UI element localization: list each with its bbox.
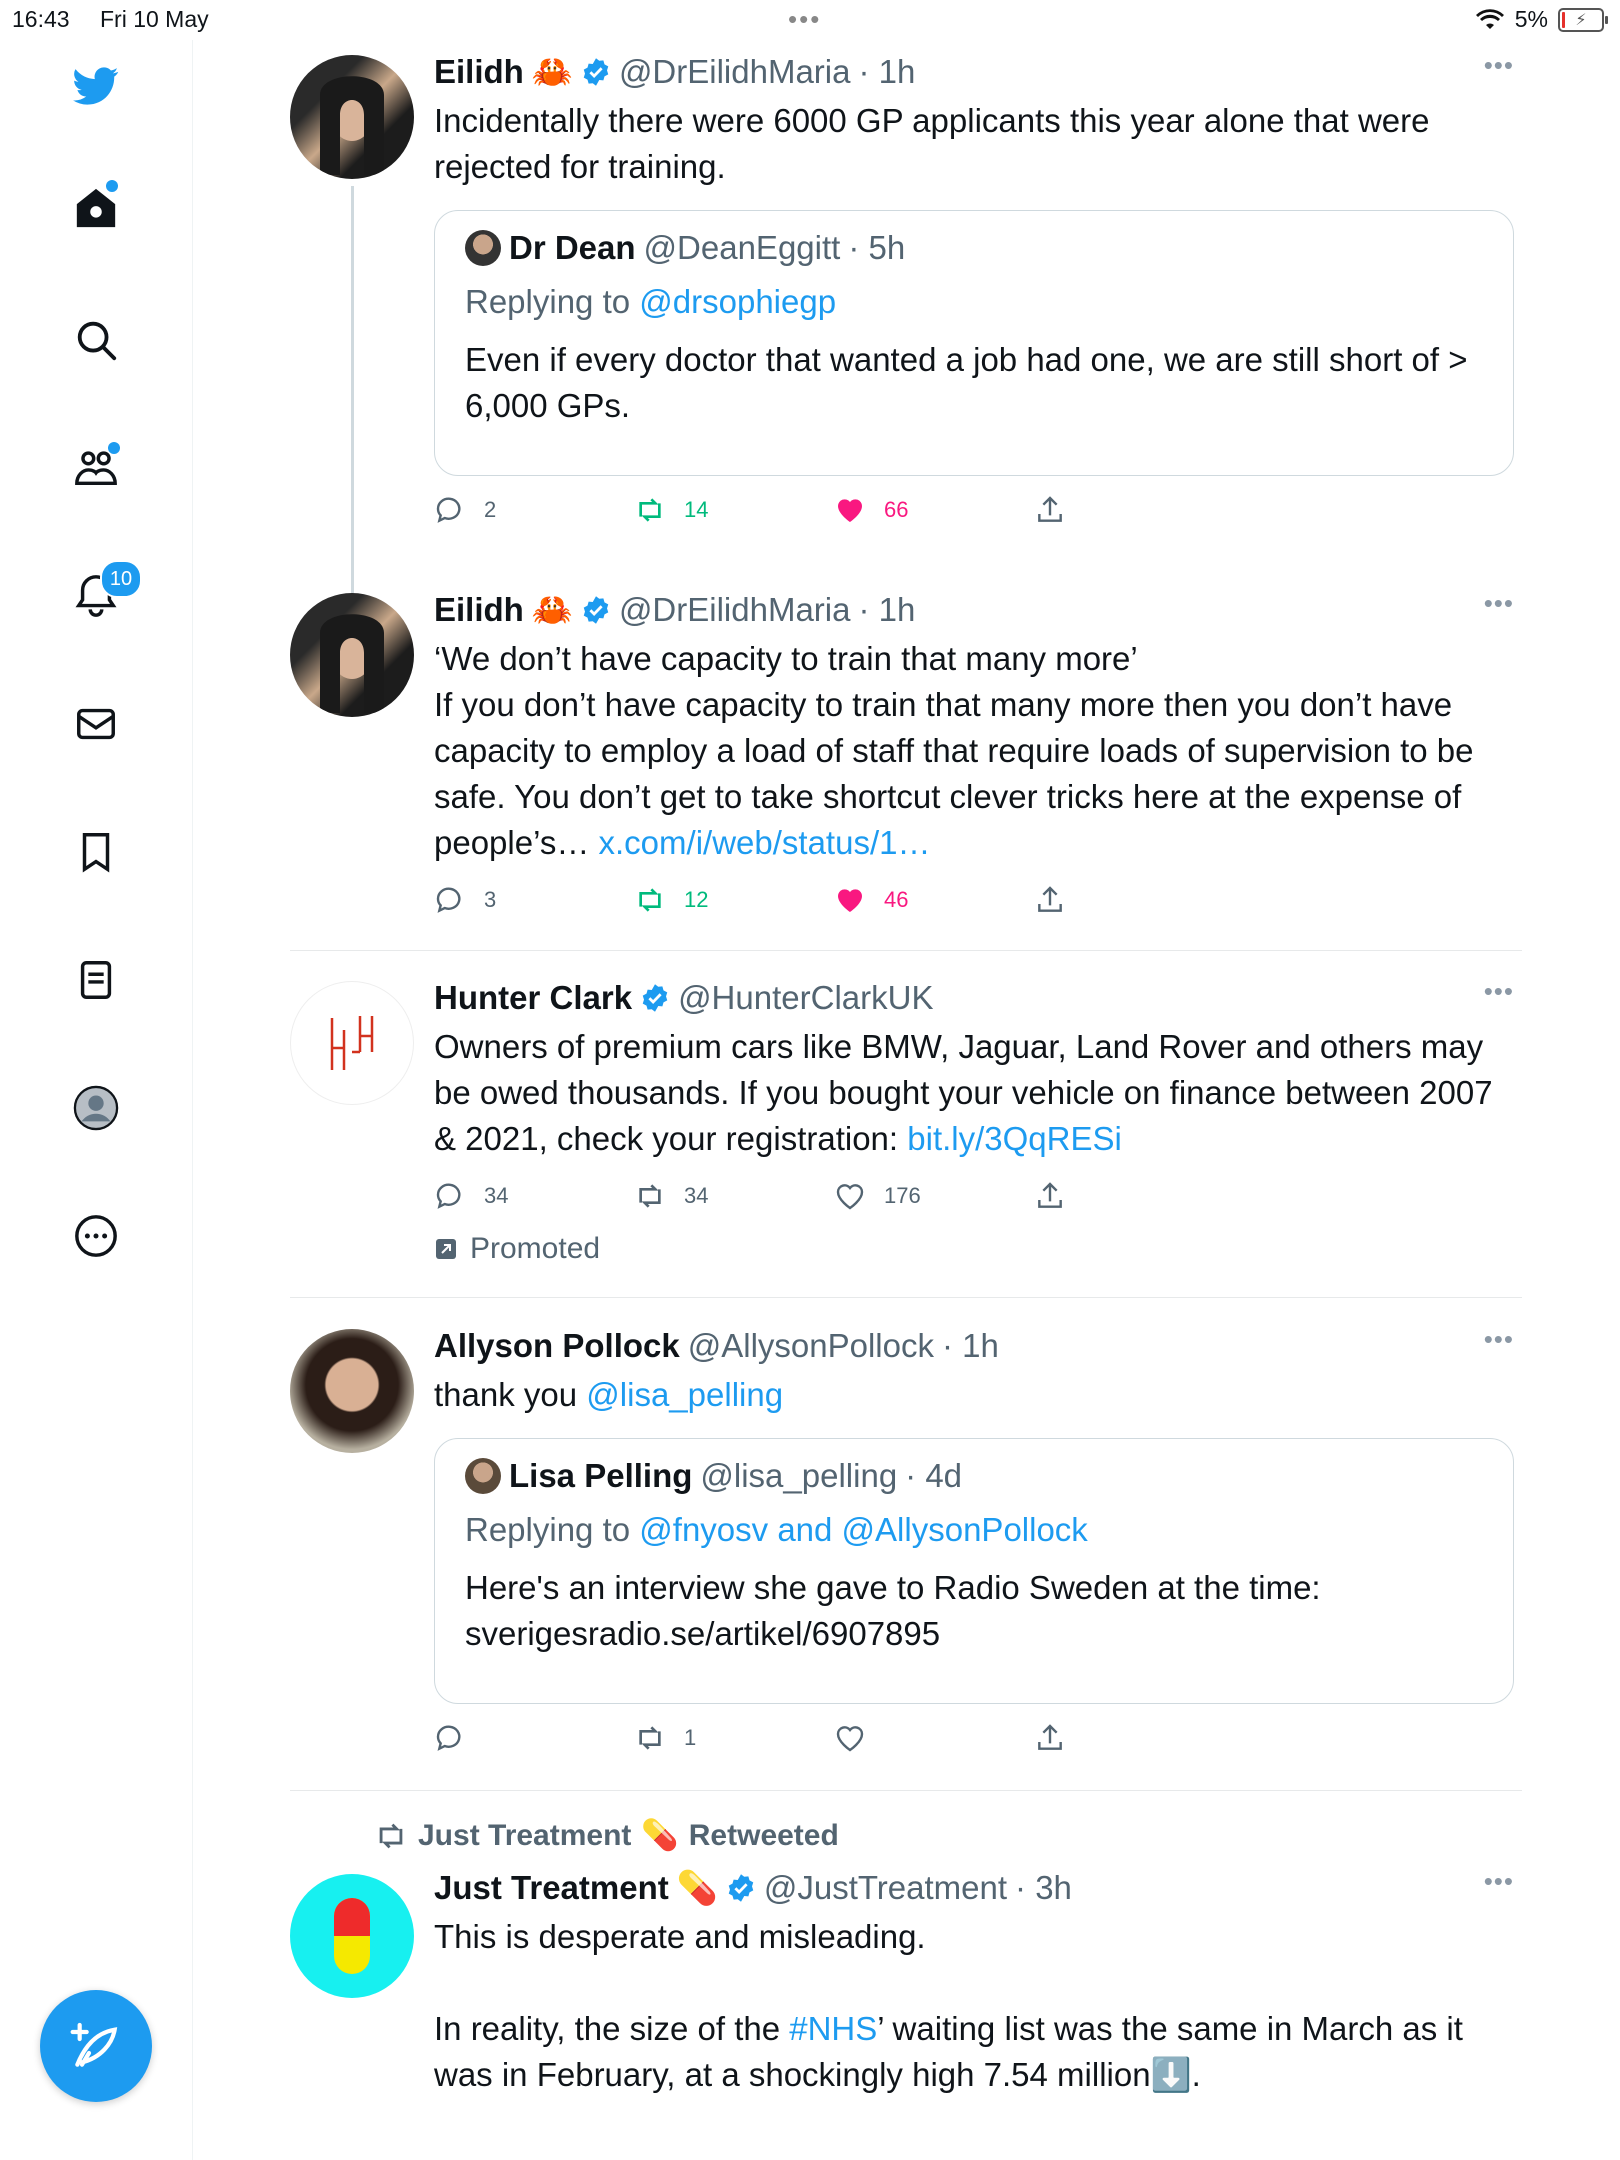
like-button[interactable] bbox=[834, 1180, 1034, 1212]
avatar[interactable] bbox=[290, 55, 414, 179]
avatar[interactable] bbox=[290, 593, 414, 717]
tweet-actions bbox=[434, 490, 1514, 530]
retweet-count: 14 bbox=[684, 497, 709, 522]
multitasking-dots[interactable]: ••• bbox=[788, 4, 822, 34]
author-name[interactable]: Just Treatment bbox=[434, 1869, 669, 1906]
status-date: Fri 10 May bbox=[100, 6, 209, 32]
like-count: 176 bbox=[884, 1183, 921, 1208]
reply-icon bbox=[434, 494, 466, 526]
replying-to bbox=[465, 1507, 1483, 1553]
communities-icon[interactable] bbox=[68, 440, 124, 496]
author-handle[interactable]: @DrEilidhMaria bbox=[618, 53, 851, 90]
replying-to bbox=[465, 279, 1483, 325]
search-icon[interactable] bbox=[68, 312, 124, 368]
author-emoji: 🦀 bbox=[531, 52, 573, 90]
status-time: 16:43 bbox=[12, 6, 70, 32]
heart-filled-icon bbox=[834, 494, 866, 526]
notifications-bell-icon[interactable] bbox=[68, 567, 133, 624]
tweet-divider bbox=[290, 1297, 1522, 1298]
share-button[interactable] bbox=[1034, 1180, 1234, 1212]
mention-link[interactable]: @lisa_pelling bbox=[586, 1376, 784, 1413]
tweet-more-options-icon[interactable]: ••• bbox=[1483, 1866, 1514, 1896]
lists-icon[interactable] bbox=[68, 952, 124, 1008]
tweet-text-body: thank you bbox=[434, 1376, 578, 1413]
hashtag-link[interactable]: #NHS bbox=[789, 2010, 878, 2047]
reply-icon bbox=[434, 1722, 466, 1754]
avatar[interactable] bbox=[290, 1874, 414, 1998]
share-button[interactable] bbox=[1034, 1722, 1234, 1754]
replying-to-label: Replying to bbox=[465, 1511, 631, 1548]
share-icon bbox=[1034, 884, 1066, 916]
retweet-count: 12 bbox=[684, 887, 709, 912]
reply-button[interactable] bbox=[434, 1722, 634, 1754]
tweet-divider bbox=[290, 950, 1522, 951]
replying-to-label: Replying to bbox=[465, 283, 631, 320]
reply-button[interactable] bbox=[434, 1180, 634, 1212]
reply-icon bbox=[434, 884, 466, 916]
author-name[interactable]: Eilidh bbox=[434, 591, 524, 628]
quoted-author-avatar[interactable] bbox=[465, 230, 501, 266]
quoted-tweet[interactable] bbox=[434, 210, 1514, 476]
messages-icon[interactable] bbox=[68, 696, 124, 752]
like-count: 66 bbox=[884, 497, 909, 522]
retweet-icon bbox=[374, 1819, 408, 1853]
tweet-actions bbox=[434, 880, 1514, 920]
more-options-icon[interactable] bbox=[68, 1208, 124, 1264]
quoted-author-name: Lisa Pelling bbox=[509, 1457, 693, 1494]
retweet-button[interactable] bbox=[634, 884, 834, 916]
tweet-more-options-icon[interactable]: ••• bbox=[1483, 50, 1514, 80]
retweet-icon bbox=[634, 494, 666, 526]
verified-badge-icon bbox=[726, 1873, 756, 1903]
compose-tweet-button[interactable] bbox=[40, 1990, 152, 2102]
wifi-icon bbox=[1475, 9, 1505, 31]
replying-to-mention[interactable]: @drsophiegp bbox=[639, 283, 837, 320]
retweet-count: 34 bbox=[684, 1183, 709, 1208]
reply-count: 3 bbox=[484, 887, 497, 912]
author-handle[interactable]: @JustTreatment bbox=[763, 1869, 1008, 1906]
tweet-text-part-a: In reality, the size of the bbox=[434, 2010, 781, 2047]
promoted-label bbox=[434, 1232, 1514, 1266]
verified-badge-icon bbox=[581, 57, 611, 87]
quoted-tweet[interactable] bbox=[434, 1438, 1514, 1704]
tweet-text bbox=[434, 636, 1514, 866]
reply-count: 34 bbox=[484, 1183, 509, 1208]
bookmarks-icon[interactable] bbox=[68, 824, 124, 880]
tweet-time[interactable]: · 1h bbox=[942, 1327, 999, 1364]
replying-to-mention[interactable]: @fnyosv and @AllysonPollock bbox=[639, 1511, 1088, 1548]
tweet-more-options-icon[interactable]: ••• bbox=[1483, 976, 1514, 1006]
quoted-author-name: Dr Dean bbox=[509, 229, 636, 266]
author-emoji: 🦀 bbox=[531, 590, 573, 628]
share-icon bbox=[1034, 1180, 1066, 1212]
retweet-button[interactable] bbox=[634, 1722, 834, 1754]
like-button[interactable] bbox=[834, 1722, 1034, 1754]
share-icon bbox=[1034, 494, 1066, 526]
retweet-button[interactable] bbox=[634, 494, 834, 526]
share-button[interactable] bbox=[1034, 494, 1234, 526]
heart-filled-icon bbox=[834, 884, 866, 916]
tweet-actions bbox=[434, 1176, 1514, 1216]
tweet-time[interactable]: · 1h bbox=[858, 591, 916, 628]
reply-count: 2 bbox=[484, 497, 497, 522]
author-handle[interactable]: @DrEilidhMaria bbox=[618, 591, 851, 628]
tweet-divider bbox=[290, 1790, 1522, 1791]
verified-badge-icon bbox=[581, 595, 611, 625]
avatar[interactable] bbox=[290, 1329, 414, 1453]
tweet-text-line-2 bbox=[434, 2006, 1514, 2098]
author-name[interactable]: Hunter Clark bbox=[434, 979, 633, 1016]
tweet-text-line-1: This is desperate and misleading. bbox=[434, 1918, 926, 1955]
retweet-count: 1 bbox=[684, 1725, 697, 1750]
tweet-header bbox=[434, 50, 1514, 94]
author-handle[interactable]: @AllysonPollock bbox=[687, 1327, 934, 1364]
tweet-header bbox=[434, 588, 1514, 632]
ad-link[interactable]: bit.ly/3QqRESi bbox=[907, 1120, 1122, 1157]
quoted-tweet-text: Even if every doctor that wanted a job had one, we are still short of > 6,000 GPs. bbox=[465, 341, 1468, 424]
tweet-text bbox=[434, 1372, 1514, 1418]
reply-button[interactable] bbox=[434, 884, 634, 916]
home-icon[interactable] bbox=[68, 180, 124, 236]
retweet-icon bbox=[634, 884, 666, 916]
sidebar-nav bbox=[0, 40, 193, 2160]
retweeted-by-label[interactable] bbox=[374, 1818, 839, 1853]
tweet-time[interactable]: · 1h bbox=[858, 53, 916, 90]
notifications-count-badge: 10 bbox=[100, 560, 142, 598]
battery-percent: 5% bbox=[1514, 6, 1548, 32]
status-bar bbox=[0, 0, 1620, 40]
retweet-button[interactable] bbox=[634, 1180, 834, 1212]
tweet-header bbox=[434, 976, 1514, 1020]
retweeted-by-name: Just Treatment bbox=[418, 1818, 632, 1852]
verified-badge-icon bbox=[640, 983, 670, 1013]
show-more-link[interactable]: x.com/i/web/status/1… bbox=[598, 824, 931, 861]
promoted-arrow-icon bbox=[434, 1237, 458, 1261]
share-icon bbox=[1034, 1722, 1066, 1754]
tweet-header bbox=[434, 1866, 1514, 1910]
compose-feather-icon bbox=[68, 2018, 124, 2074]
quoted-tweet-time: · 5h bbox=[848, 229, 906, 266]
quoted-tweet-header bbox=[465, 1457, 1483, 1495]
retweeted-by-emoji: 💊 bbox=[641, 1819, 679, 1852]
like-count: 46 bbox=[884, 887, 909, 912]
author-emoji: 💊 bbox=[676, 1868, 718, 1906]
quoted-tweet-header bbox=[465, 229, 1483, 267]
twitter-logo-icon[interactable] bbox=[68, 58, 124, 114]
tweet-text-part-b: ’ waiting list was the same in March as it was in February, at a shockingly high 7.54 million⬇️. bbox=[434, 2010, 1463, 2093]
tweet-more-options-icon[interactable]: ••• bbox=[1483, 588, 1514, 618]
home-unread-dot bbox=[106, 180, 118, 192]
advertiser-logo[interactable] bbox=[290, 981, 414, 1105]
tweet-text-body: Owners of premium cars like BMW, Jaguar, Land Rover and others may be owed thousands. If you bought your vehicle on finance between 2007 & 2021, check your registration: bbox=[434, 1028, 1493, 1157]
tweet-actions bbox=[434, 1718, 1514, 1758]
quoted-author-handle: @lisa_pelling bbox=[700, 1457, 898, 1494]
thread-connector bbox=[351, 186, 354, 626]
author-handle[interactable]: @HunterClarkUK bbox=[678, 979, 934, 1016]
reply-button[interactable] bbox=[434, 494, 634, 526]
like-button[interactable] bbox=[834, 494, 1034, 526]
heart-outline-icon bbox=[834, 1180, 866, 1212]
tweet-header bbox=[434, 1324, 1514, 1368]
profile-avatar-icon[interactable] bbox=[68, 1080, 124, 1136]
reply-icon bbox=[434, 1180, 466, 1212]
author-name[interactable]: Eilidh bbox=[434, 53, 524, 90]
quoted-author-avatar[interactable] bbox=[465, 1458, 501, 1494]
like-button[interactable] bbox=[834, 884, 1034, 916]
retweet-icon bbox=[634, 1180, 666, 1212]
author-name[interactable]: Allyson Pollock bbox=[434, 1327, 680, 1364]
tweet-text: Incidentally there were 6000 GP applicants this year alone that were rejected for training. bbox=[434, 102, 1430, 185]
tweet-more-options-icon[interactable]: ••• bbox=[1483, 1324, 1514, 1354]
battery-icon: ⚡ bbox=[1558, 8, 1604, 32]
quoted-tweet-text: Here's an interview she gave to Radio Sweden at the time: sverigesradio.se/artikel/6907895 bbox=[465, 1569, 1321, 1652]
tweet-text-body: ‘We don’t have capacity to train that many more’ If you don’t have capacity to train that many more then you don’t have capacity to employ a load of staff that require loads of supervision to be safe. You don’t get to take shortcut clever tricks here at the expense of people’s… bbox=[434, 640, 1474, 861]
retweet-icon bbox=[634, 1722, 666, 1754]
tweet-time[interactable]: · 3h bbox=[1015, 1869, 1072, 1906]
communities-unread-dot bbox=[108, 442, 120, 454]
quoted-author-handle: @DeanEggitt bbox=[643, 229, 841, 266]
promoted-text: Promoted bbox=[470, 1232, 601, 1265]
retweeted-label-text: Retweeted bbox=[688, 1818, 839, 1852]
heart-outline-icon bbox=[834, 1722, 866, 1754]
share-button[interactable] bbox=[1034, 884, 1234, 916]
tweet-text bbox=[434, 1024, 1514, 1162]
quoted-tweet-time: · 4d bbox=[905, 1457, 963, 1494]
